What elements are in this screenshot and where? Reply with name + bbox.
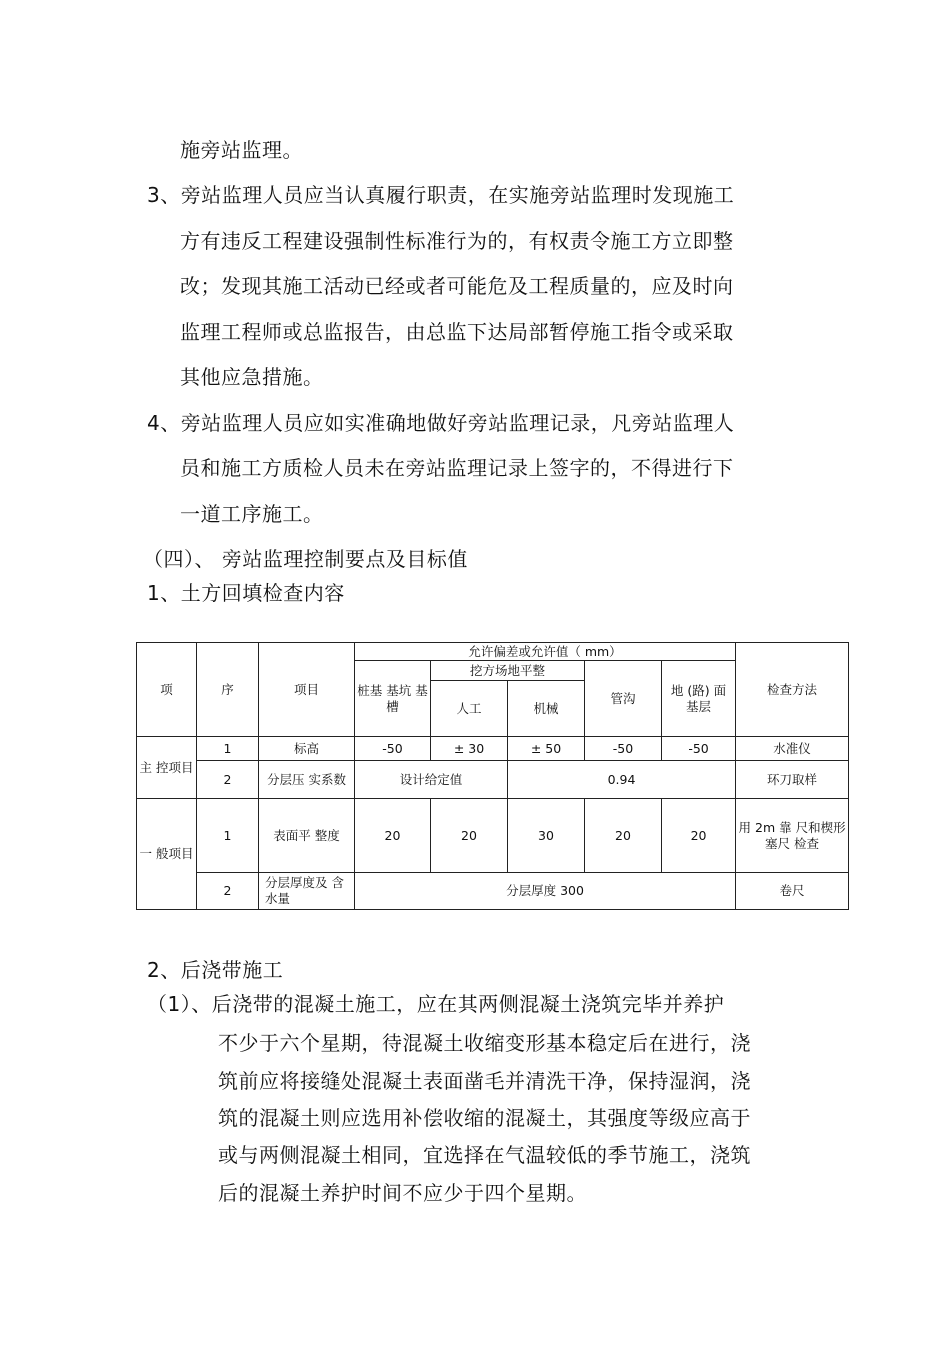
paragraph-3-line-2: 方有违反工程建设强制性标准行为的，有权责令施工方立即整: [180, 229, 734, 253]
paragraph-4-line-2: 员和施工方质检人员未在旁站监理记录上签字的，不得进行下: [180, 456, 734, 480]
row-2-v2: 0.94: [508, 761, 736, 799]
section-2-line-2: 不少于六个星期，待混凝土收缩变形基本稳定后在进行，浇: [218, 1031, 751, 1055]
backfill-inspection-table: [136, 642, 849, 910]
header-xu: 序: [197, 643, 259, 737]
header-wafang: 挖方场地平整: [431, 661, 585, 681]
row-1-v5: -50: [662, 737, 736, 761]
row-2-no: 2: [197, 761, 259, 799]
header-xiang: 项: [137, 643, 197, 737]
paragraph-3-line-3: 改；发现其施工活动已经或者可能危及工程质量的，应及时向: [180, 274, 734, 298]
row-3-v1: 20: [355, 799, 431, 873]
row-4-no: 2: [197, 873, 259, 910]
paragraph-3-line-1: 3、旁站监理人员应当认真履行职责，在实施旁站监理时发现施工: [147, 183, 735, 207]
paragraph-continuation: 施旁站监理。: [180, 138, 303, 162]
section-4-heading: （四）、 旁站监理控制要点及目标值: [143, 547, 468, 571]
section-2-line-5: 或与两侧混凝土相同，宜选择在气温较低的季节施工，浇筑: [218, 1143, 751, 1167]
row-1-no: 1: [197, 737, 259, 761]
item-1-heading: 1、土方回填检查内容: [147, 581, 345, 605]
row-1-name: 标高: [259, 737, 355, 761]
header-di: 地 (路) 面 基层: [662, 661, 736, 737]
paragraph-4-line-3: 一道工序施工。: [180, 502, 324, 526]
row-4-method: 卷尺: [736, 873, 849, 910]
section-2-line-1: （1）、后浇带的混凝土施工，应在其两侧混凝土浇筑完毕并养护: [147, 992, 725, 1016]
section-2-line-4: 筑的混凝土则应选用补偿收缩的混凝土，其强度等级应高于: [218, 1106, 751, 1130]
group-main-control: 主 控项目: [137, 737, 197, 799]
row-1-v1: -50: [355, 737, 431, 761]
group-general: 一 般项目: [137, 799, 197, 910]
row-1-v3: ± 50: [508, 737, 585, 761]
row-2-method: 环刀取样: [736, 761, 849, 799]
row-1-method: 水准仪: [736, 737, 849, 761]
header-allowance: 允许偏差或允许值（ mm）: [355, 643, 736, 661]
row-1-v4: -50: [585, 737, 662, 761]
row-3-name: 表面平 整度: [259, 799, 355, 873]
row-1-v2: ± 30: [431, 737, 508, 761]
row-2-name: 分层压 实系数: [259, 761, 355, 799]
row-3-method: 用 2m 靠 尺和楔形塞尺 检查: [736, 799, 849, 873]
section-2-line-6: 后的混凝土养护时间不应少于四个星期。: [218, 1181, 587, 1205]
section-2-line-3: 筑前应将接缝处混凝土表面凿毛并清洗干净，保持湿润，浇: [218, 1069, 751, 1093]
paragraph-3-line-5: 其他应急措施。: [180, 365, 324, 389]
section-2-heading: 2、后浇带施工: [147, 958, 284, 982]
header-xiangmu: 项目: [259, 643, 355, 737]
paragraph-3-line-4: 监理工程师或总监报告，由总监下达局部暂停施工指令或采取: [180, 320, 734, 344]
row-3-v5: 20: [662, 799, 736, 873]
paragraph-4-line-1: 4、旁站监理人员应如实准确地做好旁站监理记录，凡旁站监理人: [147, 411, 735, 435]
header-rengong: 人工: [431, 681, 508, 737]
header-jixie: 机械: [508, 681, 585, 737]
row-3-v4: 20: [585, 799, 662, 873]
row-4-name: 分层厚度及 含水量: [259, 873, 355, 910]
header-guangou: 管沟: [585, 661, 662, 737]
row-3-v2: 20: [431, 799, 508, 873]
row-4-value: 分层厚度 300: [355, 873, 736, 910]
row-2-v1: 设计给定值: [355, 761, 508, 799]
header-method: 检查方法: [736, 643, 849, 737]
row-3-v3: 30: [508, 799, 585, 873]
row-3-no: 1: [197, 799, 259, 873]
header-zhuangji: 桩基 基坑 基槽: [355, 661, 431, 737]
